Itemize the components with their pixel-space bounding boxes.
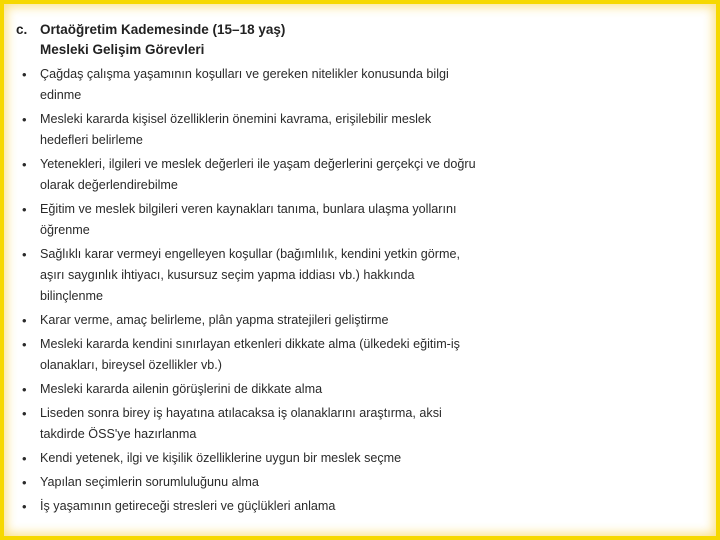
bullet-icon: •: [22, 157, 27, 172]
list-item-text: Mesleki kararda kendini sınırlayan etkenleri dikkate alma (ülkedeki eğitim-iş olanakları, bireysel özellikler vb.): [40, 337, 460, 372]
section-title: Ortaöğretim Kademesinde (15–18 yaş): [40, 22, 286, 37]
list-item: [16, 244, 476, 307]
bullet-icon: •: [22, 313, 27, 328]
bullet-icon: •: [22, 406, 27, 421]
list-item-text: Liseden sonra birey iş hayatına atılacaksa iş olanaklarını araştırma, aksi takdirde ÖSS'ye hazırlanma: [40, 406, 442, 441]
list-item: [16, 379, 476, 400]
list-item: [16, 403, 476, 445]
section-subtitle: Mesleki Gelişim Görevleri: [40, 42, 205, 57]
task-list: [16, 64, 476, 517]
bullet-icon: •: [22, 112, 27, 127]
list-item: [16, 448, 476, 469]
list-item: [16, 199, 476, 241]
list-item-text: Sağlıklı karar vermeyi engelleyen koşullar (bağımlılık, kendini yetkin görme, aşırı saygınlık ihtiyacı, kusursuz seçim yapma iddiası vb.) hakkında bilinçlenme: [40, 247, 460, 303]
list-item-text: Mesleki kararda kişisel özelliklerin önemini kavrama, erişilebilir meslek hedefleri belirleme: [40, 112, 432, 147]
section-heading: [16, 20, 476, 40]
bullet-icon: •: [22, 475, 27, 490]
bullet-icon: •: [22, 202, 27, 217]
list-item: [16, 310, 476, 331]
bullet-icon: •: [22, 382, 27, 397]
bullet-icon: •: [22, 499, 27, 514]
document-page: [16, 20, 476, 520]
list-item-text: Mesleki kararda ailenin görüşlerini de dikkate alma: [40, 382, 323, 396]
bullet-icon: •: [22, 451, 27, 466]
list-item: [16, 109, 476, 151]
list-item: [16, 154, 476, 196]
list-item-text: Karar verme, amaç belirleme, plân yapma stratejileri geliştirme: [40, 313, 389, 327]
list-item-text: Yapılan seçimlerin sorumluluğunu alma: [40, 475, 259, 489]
list-item: [16, 472, 476, 493]
list-item-text: Eğitim ve meslek bilgileri veren kaynakları tanıma, bunlara ulaşma yollarını öğrenme: [40, 202, 457, 237]
list-item-text: İş yaşamının getireceği stresleri ve güçlükleri anlama: [40, 499, 336, 513]
list-item: [16, 496, 476, 517]
bullet-icon: •: [22, 67, 27, 82]
list-item-text: Kendi yetenek, ilgi ve kişilik özelliklerine uygun bir meslek seçme: [40, 451, 402, 465]
bullet-icon: •: [22, 247, 27, 262]
list-item-text: Çağdaş çalışma yaşamının koşulları ve gereken nitelikler konusunda bilgi edinme: [40, 67, 449, 102]
list-item: [16, 334, 476, 376]
section-marker: c.: [16, 22, 28, 37]
bullet-icon: •: [22, 337, 27, 352]
list-item-text: Yetenekleri, ilgileri ve meslek değerleri ile yaşam değerlerini gerçekçi ve doğru olarak değerlendirebilme: [40, 157, 476, 192]
list-item: [16, 64, 476, 106]
